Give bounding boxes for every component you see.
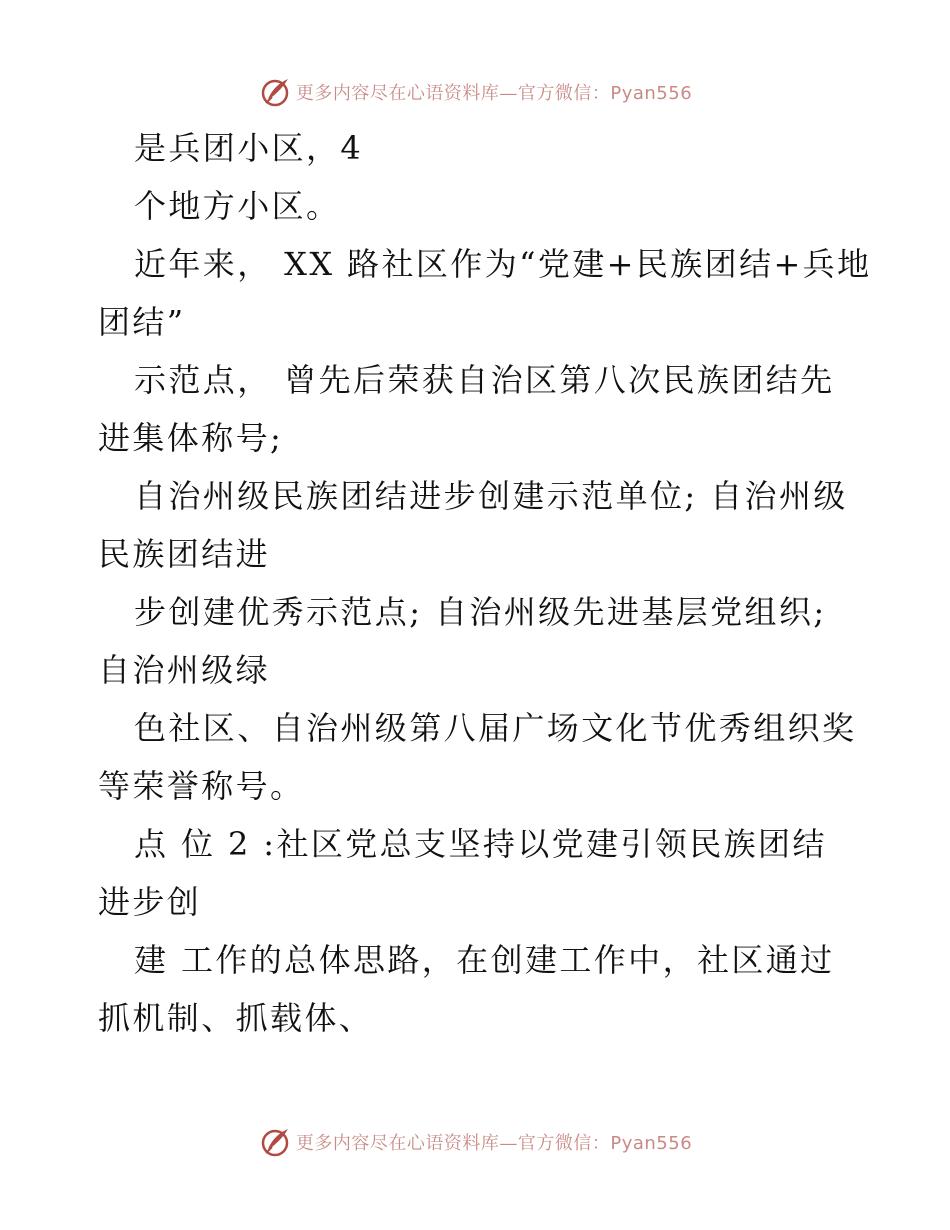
text-line: 自治州级民族团结进步创建示范单位; 自治州级 <box>134 477 848 515</box>
text-line: 是兵团小区，4 <box>134 129 364 167</box>
text-line: 自治州级绿 <box>98 651 271 689</box>
footer-watermark <box>0 1122 950 1162</box>
text-line: 民族团结进 <box>98 535 271 573</box>
text-line: 等荣誉称号。 <box>98 767 305 805</box>
watermark-text <box>296 79 692 105</box>
text-line: 色社区、自治州级第八届广场文化节优秀组织奖 <box>134 709 857 747</box>
text-line: 团结” <box>98 303 186 341</box>
header-watermark <box>0 72 950 112</box>
watermark-text <box>296 1129 692 1155</box>
watermark-text-en: Pyan556 <box>610 83 693 104</box>
quill-logo-icon <box>258 75 292 109</box>
watermark-text-cn: 更多内容尽在心语资料库—官方微信： <box>295 83 611 104</box>
text-line: 示范点， 曾先后荣获自治区第八次民族团结先 <box>134 361 835 399</box>
quill-logo-icon <box>258 1125 292 1159</box>
watermark-text-cn: 更多内容尽在心语资料库—官方微信： <box>295 1133 611 1154</box>
text-line: 抓机制、抓载体、 <box>98 999 374 1037</box>
text-line: 建 工作的总体思路，在创建工作中，社区通过 <box>134 941 835 979</box>
text-line: 近年来， XX 路社区作为“党建+民族团结+兵地 <box>134 245 872 283</box>
text-line: 个地方小区。 <box>134 187 341 225</box>
watermark-text-en: Pyan556 <box>610 1133 693 1154</box>
text-line: 点 位 2 :社区党总支坚持以党建引领民族团结 <box>134 825 827 863</box>
text-line: 步创建优秀示范点; 自治州级先进基层党组织; <box>134 593 827 631</box>
text-line: 进步创 <box>98 883 202 921</box>
text-line: 进集体称号; <box>98 419 284 457</box>
